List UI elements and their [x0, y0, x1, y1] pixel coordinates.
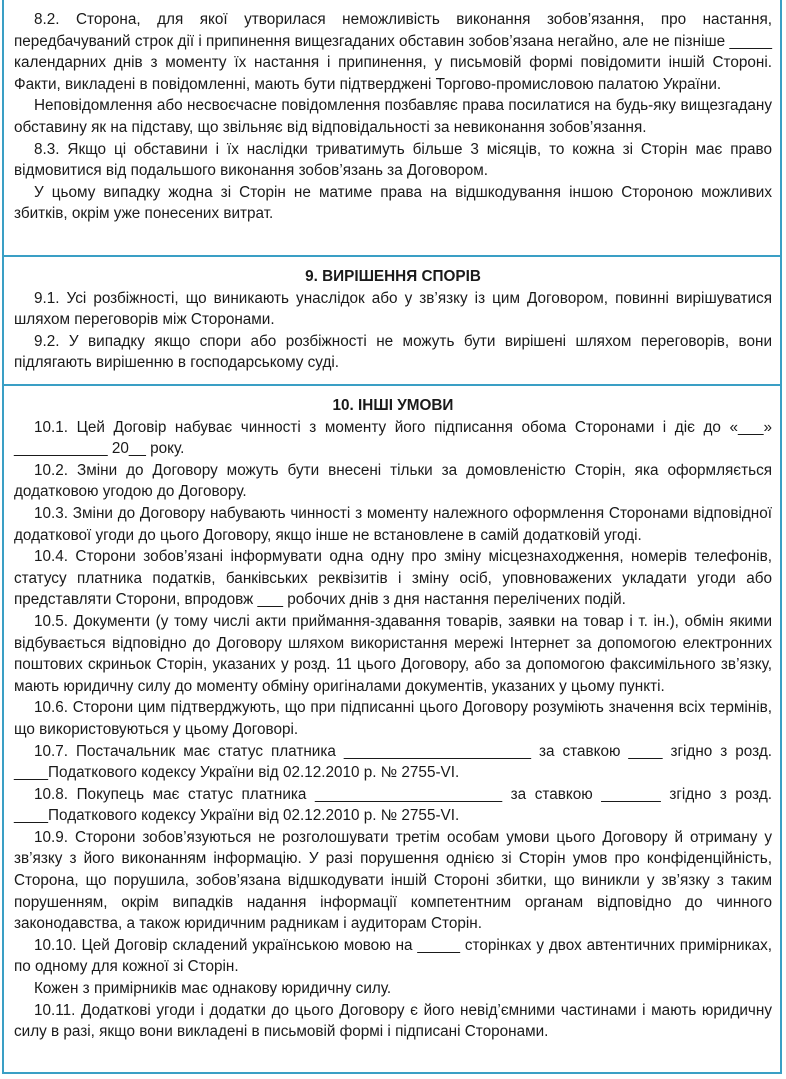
- paragraph-10-5: 10.5. Документи (у тому числі акти приймання-здавання товарів, заявки на товар і т. ін.), обмін якими відбувається відповідно до Договору шляхом використання мережі Інтернет за допомогою електронних поштових скриньок Сторін, указаних у розд. 11 цього Договору, або за допомогою факсимільного зв’язку, мають юридичну силу до моменту обміну оригіналами документів, указаних у цьому пункті.: [14, 612, 772, 695]
- section-9: [14, 266, 772, 374]
- section-10: [14, 395, 772, 1043]
- paragraph-10-7: 10.7. Постачальник має статус платника ______________________ за ставкою ____ згідно з розд. ____Податкового кодексу України від 02.12.2010 р. № 2755-VI.: [14, 742, 772, 782]
- paragraph-8-2-note: Неповідомлення або несвоєчасне повідомлення позбавляє права посилатися на будь-яку вищезгадану обставину як на підставу, що звільняє від відповідальності за невиконання зобов’язання.: [14, 97, 772, 136]
- paragraph-9-1: 9.1. Усі розбіжності, що виникають унаслідок або у зв’язку із цим Договором, повинні вирішуватися шляхом переговорів між Сторонами.: [14, 289, 772, 329]
- paragraph-10-11: 10.11. Додаткові угоди і додатки до цього Договору є його невід’ємними частинами і мають юридичну силу в разі, якщо вони викладені в письмовій формі і підписані Сторонами.: [14, 1001, 772, 1041]
- section-8-continued: [14, 9, 772, 225]
- paragraph-10-10: 10.10. Цей Договір складений українською мовою на _____ сторінках у двох автентичних примірниках, по одному для кожної зі Сторін.: [14, 936, 772, 976]
- section-10-heading: 10. ІНШІ УМОВИ: [332, 397, 454, 414]
- section-9-heading: 9. ВИРІШЕННЯ СПОРІВ: [305, 268, 481, 285]
- paragraph-10-10-note: Кожен з примірників має однакову юридичну силу.: [34, 980, 392, 998]
- paragraph-10-6: 10.6. Сторони цим підтверджують, що при підписанні цього Договору розуміють значення всіх термінів, що використовуються у цьому Договорі.: [14, 699, 772, 738]
- paragraph-10-3: 10.3. Зміни до Договору набувають чинності з моменту належного оформлення Сторонами відповідної додаткової угоди до цього Договору, якщо інше не встановлене в самій додатковій угоді.: [14, 504, 772, 544]
- paragraph-8-3-note: У цьому випадку жодна зі Сторін не матиме права на відшкодування іншою Стороною можливих збитків, окрім уже понесених витрат.: [14, 183, 772, 223]
- section-divider: [2, 384, 782, 386]
- paragraph-10-2: 10.2. Зміни до Договору можуть бути внесені тільки за домовленістю Сторін, яка оформляється додатковою угодою до Договору.: [14, 461, 772, 501]
- paragraph-8-2: 8.2. Сторона, для якої утворилася неможливість виконання зобов’язання, про настання, передбачуваний строк дії і припинення вищезгаданих обставин зобов’язана негайно, але не пізніше _____ календарних днів з моменту їх настання і припинення, у письмовій формі повідомити іншій Стороні. Факти, викладені в повідомленні, мають бути підтверджені Торгово-промисловою палатою України.: [14, 11, 772, 93]
- paragraph-10-8: 10.8. Покупець має статус платника ______________________ за ставкою _______ згідно з розд. ____Податкового кодексу України від 02.12.2010 р. № 2755-VI.: [14, 785, 772, 825]
- paragraph-10-9: 10.9. Сторони зобов’язуються не розголошувати третім особам умови цього Договору й отриману у зв’язку з його виконанням інформацію. У разі порушення однією зі Сторін умов про конфіденційність, Сторона, що порушила, зобов’язана відшкодувати іншій Стороні збитки, що виникли у зв’язку з таким порушенням, окрім випадків надання інформації компетентним органам відповідно до чинного законодавства, а також юридичним радникам і аудиторам Сторін.: [14, 828, 772, 933]
- paragraph-8-3: 8.3. Якщо ці обставини і їх наслідки триватимуть більше 3 місяців, то кожна зі Сторін має право відмовитися від подальшого виконання зобов’язань за Договором.: [14, 140, 772, 180]
- section-divider: [2, 255, 782, 257]
- paragraph-10-4: 10.4. Сторони зобов’язані інформувати одна одну про зміну місцезнаходження, номерів телефонів, статусу платника податків, банківських реквізитів і зміну осіб, уповноважених укладати угоди або представляти Сторони, впродовж ___ робочих днів з дня настання перелічених подій.: [14, 548, 772, 609]
- paragraph-9-2: 9.2. У випадку якщо спори або розбіжності не можуть бути вирішені шляхом переговорів, вони підлягають вирішенню в господарському суді.: [14, 332, 772, 372]
- paragraph-10-1: 10.1. Цей Договір набуває чинності з моменту його підписання обома Сторонами і діє до «___» ___________ 20__ року.: [14, 418, 772, 458]
